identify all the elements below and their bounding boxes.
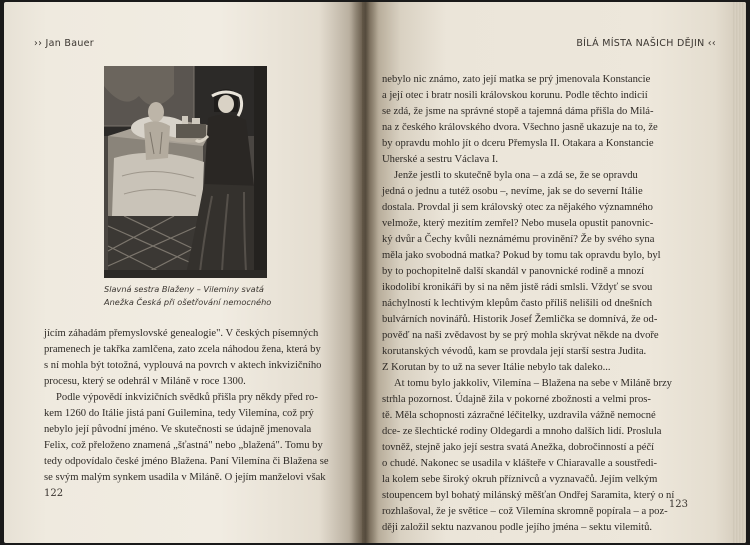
left-page	[4, 2, 362, 543]
book-spread	[4, 2, 746, 543]
text-line: Uherské a sestru Václava I.	[382, 154, 498, 165]
figure-caption	[104, 283, 304, 308]
text-line: nebylo nic známo, zato její matka se prý jmenovala Konstancie	[382, 74, 651, 85]
text-line: s ní mohla být totožná, vyplouvá na povrch v aktech inkvizičního	[44, 360, 322, 371]
caption-line: Slavná sestra Blaženy – Vileminy svatá	[104, 284, 264, 294]
running-head-title: BÍLÁ MÍSTA NAŠICH DĚJIN ‹‹	[576, 38, 716, 49]
text-line: Z Korutan by to už na sever Itálie nebylo tak daleko...	[382, 362, 611, 373]
text-line: pověď na naši zvědavost by se prý mohla skrývat někde na dvoře	[382, 330, 659, 341]
text-line: se svým malým synkem usadila v Miláně. O jejím manželovi však	[44, 472, 326, 483]
text-line: pramenech je takřka zamlčena, zato zcela náhodou žena, která by	[44, 344, 321, 355]
text-line: velmože, který mezitím zemřel? Nebo musela opustit panovnic-	[382, 218, 654, 229]
text-line: měla jako svobodná matka? Pokud by tomu tak opravdu bylo, byl	[382, 250, 661, 261]
text-line: tě. Měla schopnosti zázračné léčitelky, uzdravila vážně nemocné	[382, 410, 656, 421]
text-line: nebylo její původní jméno. Ve skutečnosti se údajně jmenovala	[44, 424, 312, 435]
running-head-author: ›› Jan Bauer	[34, 38, 94, 49]
text-line: rozhlašoval, že je světice – což Vilemína skromně popírala – a poz-	[382, 506, 668, 517]
text-line: dce- ze šlechtické rodiny Oldegardi a mnoho dalších lidí. Proslula	[382, 426, 662, 437]
text-line: kem 1260 do Itálie jistá paní Guilemina, tedy Vilemína, což prý	[44, 408, 314, 419]
text-line: se zdá, že jsme na správné stopě a tajemná dáma přišla do Milá-	[382, 106, 654, 117]
text-line: náchylností k lechtivým klepům často příliš nelišili od dnešních	[382, 298, 653, 309]
illustration-nursing-the-sick	[104, 66, 267, 278]
book-gutter-shadow	[349, 2, 379, 543]
text-line: ký dvůr a Čechy kvůli neznámému provinění? Že by svého syna	[382, 234, 655, 245]
text-line: procesu, který se odehrál v Miláně v roce 1300.	[44, 376, 246, 387]
text-line: Jenže jestli to skutečně byla ona – a zdá se, že se opravdu	[394, 170, 638, 181]
text-line: jedná o jednu a tutéž osobu –, nevíme, jak se do severní Itálie	[382, 186, 643, 197]
text-line: ikodolibí kronikáři by si na něm jistě rádi smlsli. Vždyť se svou	[382, 282, 653, 293]
text-line: korutanských vévodů, kam se provdala její starší sestra Judita.	[382, 346, 647, 357]
text-line: na z českého královského dvora. Všechno jasně ukazuje na to, že	[382, 122, 658, 133]
text-line: stoupencem byl bohatý milánský měšťan Ondřej Saramita, který o ní	[382, 490, 675, 501]
engraving-image	[104, 66, 267, 278]
text-line: la kolem sebe široký okruh příznivců a vyznavačů. Jejím velkým	[382, 474, 658, 485]
text-line: strhla pozornost. Údajně žila v pokorné zbožnosti a velmi pros-	[382, 394, 651, 405]
text-line: Felix, což přeloženo znamená „šťastná" nebo „blažená". Tomu by	[44, 440, 323, 451]
page-number-right: 123	[668, 499, 688, 510]
text-line: tedy odpovídalo české jméno Blažena. Paní Vilemína či Blažena se	[44, 456, 329, 467]
text-line: by to pochopitelně další skandál v panovnické rodině a mnozí	[382, 266, 645, 277]
text-line: Podle výpovědí inkvizičních svědků přišla pry někdy před ro-	[56, 392, 318, 403]
page-number-left: 122	[44, 488, 64, 499]
text-line: o chudé. Nakonec se usadila v klášteře v Chiaravalle a soustředi-	[382, 458, 658, 469]
text-line: tovněž, stejně jako její sestra svatá Anežka, dobročinností a péčí	[382, 442, 655, 453]
text-line: bulvárních novinářů. Historik Josef Žemlička se domnívá, že od-	[382, 314, 658, 325]
text-line: jícím záhadám přemyslovské genealogie". V českých písemných	[44, 328, 319, 339]
text-line: ději založil sektu nazvanou podle jejího jména – sektu vilemitů.	[382, 522, 653, 533]
caption-line: Anežka Česká při ošetřování nemocného	[104, 296, 272, 307]
text-line: At tomu bylo jakkoliv, Vilemína – Blažena na sebe v Miláně brzy	[394, 378, 672, 389]
text-line: a její otec i bratr nosili královskou korunu. Podle těchto indicií	[382, 90, 648, 101]
right-page	[362, 2, 746, 543]
text-line: dostala. Provdal ji sem královský otec za nějakého významného	[382, 202, 653, 213]
text-line: by opravdu mohlo jít o dceru Přemysla II. Otakara a Konstancie	[382, 138, 654, 149]
